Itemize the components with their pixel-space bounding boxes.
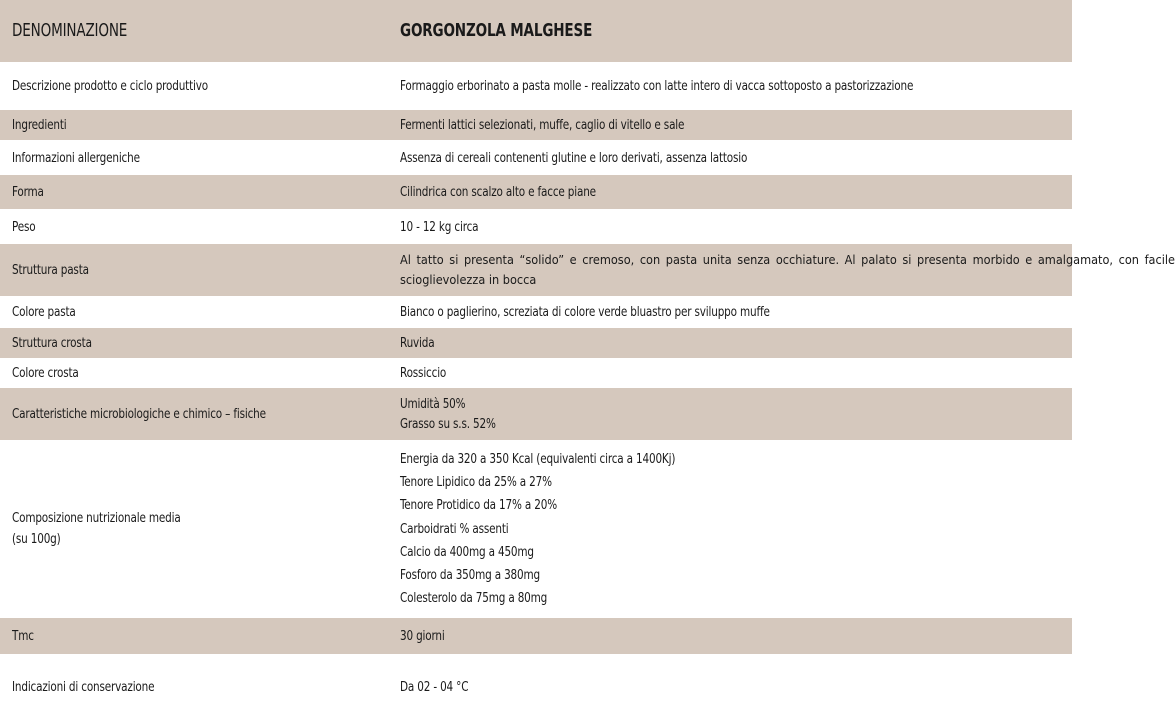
row-descrizione [0,62,1072,110]
row-value: Formaggio erborinato a pasta molle - realizzato con latte intero di vacca sottoposto a pastorizzazione [400,78,914,94]
row-forma [0,175,1072,209]
header-row [0,0,1072,62]
row-label: Struttura pasta [12,262,89,278]
row-value: Al tatto si presenta “solido” e cremoso, con pasta unita senza occhiature. Al palato si presenta morbido e amalgamato, con facile scioglievolezza in bocca [400,252,1175,287]
row-value: Ruvida [400,335,435,351]
row-label: Colore pasta [12,304,76,320]
value-line: Tenore Protidico da 17% a 20% [400,497,557,514]
row-value: Bianco o paglierino, screziata di colore verde bluastro per sviluppo muffe [400,304,770,320]
row-label: Colore crosta [12,365,79,381]
row-tmc [0,618,1072,654]
row-caratteristiche [0,388,1072,440]
row-label [12,508,322,550]
value-line: Tenore Lipidico da 25% a 27% [400,474,552,491]
row-peso [0,209,1072,244]
row-colore-pasta [0,296,1072,328]
row-label: Peso [12,219,36,235]
row-struttura-crosta [0,328,1072,358]
row-colore-crosta [0,358,1072,388]
row-value: Fermenti lattici selezionati, muffe, caglio di vitello e sale [400,117,685,133]
row-composizione [0,440,1072,618]
product-name: GORGONZOLA MALGHESE [400,21,593,41]
value-line: Energia da 320 a 350 Kcal (equivalenti circa a 1400Kj) [400,451,676,467]
row-conservazione [0,654,1072,719]
row-value [400,394,1054,434]
row-value: Rossiccio [400,365,447,381]
row-label: Indicazioni di conservazione [12,679,155,695]
row-value: Assenza di cereali contenenti glutine e loro derivati, assenza lattosio [400,150,748,166]
row-label: Caratteristiche microbiologiche e chimico – fisiche [12,406,266,422]
row-value: Cilindrica con scalzo alto e facce piane [400,184,596,200]
label-line: (su 100g) [12,531,61,547]
row-label: Informazioni allergeniche [12,150,140,166]
value-line: Fosforo da 350mg a 380mg [400,567,540,584]
row-value: 30 giorni [400,628,445,644]
row-value [400,448,1054,610]
row-label: Descrizione prodotto e ciclo produttivo [12,78,208,94]
row-value: Da 02 - 04 °C [400,679,469,695]
value-line: Carboidrati % assenti [400,520,509,537]
row-allergeni [0,140,1072,175]
value-line: Umidità 50% [400,396,466,412]
row-ingredienti [0,110,1072,140]
value-line: Colesterolo da 75mg a 80mg [400,590,548,607]
row-value: 10 - 12 kg circa [400,219,479,235]
row-label: Tmc [12,628,34,644]
value-line: Calcio da 400mg a 450mg [400,543,534,560]
row-label: Forma [12,184,44,200]
row-label: Ingredienti [12,117,67,133]
row-struttura-pasta [0,244,1175,296]
value-line: Grasso su s.s. 52% [400,416,496,432]
header-label: DENOMINAZIONE [12,21,128,41]
label-line: Composizione nutrizionale media [12,510,181,526]
row-label: Struttura crosta [12,335,92,351]
